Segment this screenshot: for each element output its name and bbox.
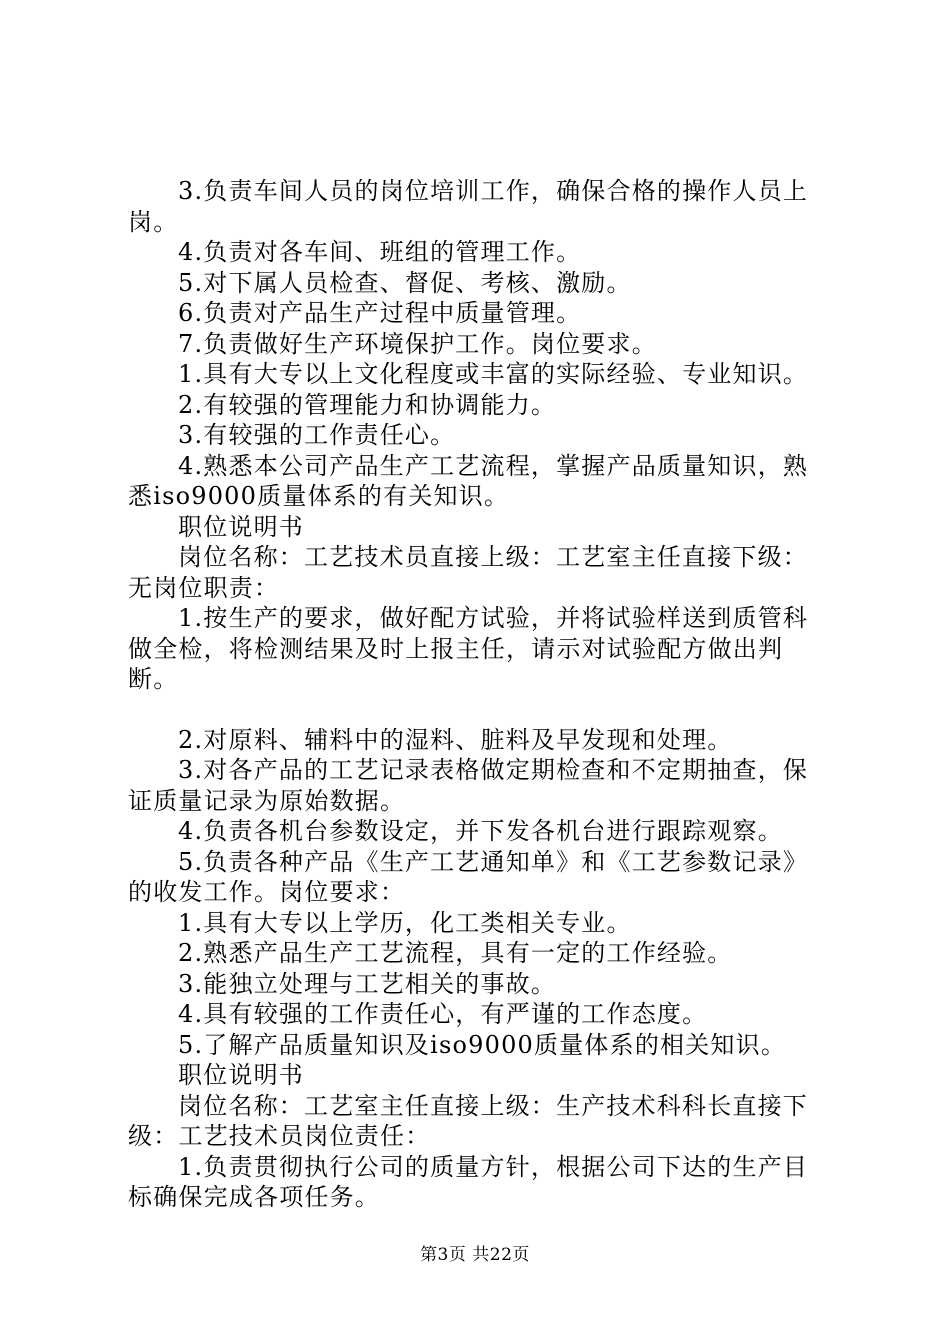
position-info: 岗位名称：工艺技术员直接上级：工艺室主任直接下级：无岗位职责： xyxy=(128,543,808,602)
position-info: 岗位名称：工艺室主任直接上级：生产技术科科长直接下级：工艺技术员岗位责任： xyxy=(128,1091,808,1150)
paragraph: 5.对下属人员检查、督促、考核、激励。 xyxy=(178,268,632,297)
paragraph: 2.有较强的管理能力和协调能力。 xyxy=(178,390,557,419)
paragraph: 5.了解产品质量知识及iso9000质量体系的相关知识。 xyxy=(178,1030,787,1059)
blank-line xyxy=(128,695,828,725)
paragraph: 5.负责各种产品《生产工艺通知单》和《工艺参数记录》的收发工作。岗位要求： xyxy=(128,847,809,906)
document-body xyxy=(128,176,828,1213)
section-heading: 职位说明书 xyxy=(178,1061,304,1089)
paragraph: 4.具有较强的工作责任心，有严谨的工作态度。 xyxy=(178,1000,708,1028)
paragraph: 1.具有大专以上学历，化工类相关专业。 xyxy=(178,908,632,937)
paragraph: 7.负责做好生产环境保护工作。岗位要求。 xyxy=(178,329,657,358)
paragraph: 3.有较强的工作责任心。 xyxy=(178,421,456,449)
paragraph: 4.熟悉本公司产品生产工艺流程，掌握产品质量知识，熟悉iso9000质量体系的有关知识。 xyxy=(128,451,809,510)
paragraph: 1.按生产的要求，做好配方试验，并将试验样送到质管科做全检，将检测结果及时上报主任，请示对试验配方做出判断。 xyxy=(128,604,809,693)
paragraph: 2.对原料、辅料中的湿料、脏料及早发现和处理。 xyxy=(178,725,733,754)
paragraph: 4.负责对各车间、班组的管理工作。 xyxy=(178,238,582,266)
paragraph: 6.负责对产品生产过程中质量管理。 xyxy=(178,299,582,327)
paragraph: 1.负责贯彻执行公司的质量方针，根据公司下达的生产目标确保完成各项任务。 xyxy=(128,1152,809,1211)
paragraph: 3.对各产品的工艺记录表格做定期检查和不定期抽查，保证质量记录为原始数据。 xyxy=(128,756,809,815)
paragraph: 3.负责车间人员的岗位培训工作，确保合格的操作人员上岗。 xyxy=(128,177,809,236)
paragraph: 2.熟悉产品生产工艺流程，具有一定的工作经验。 xyxy=(178,939,733,967)
paragraph: 4.负责各机台参数设定，并下发各机台进行跟踪观察。 xyxy=(178,817,783,845)
section-heading: 职位说明书 xyxy=(178,512,304,541)
paragraph: 1.具有大专以上文化程度或丰富的实际经验、专业知识。 xyxy=(178,360,809,388)
paragraph: 3.能独立处理与工艺相关的事故。 xyxy=(178,969,557,998)
page-footer: 第3页 共22页 xyxy=(420,1245,530,1265)
